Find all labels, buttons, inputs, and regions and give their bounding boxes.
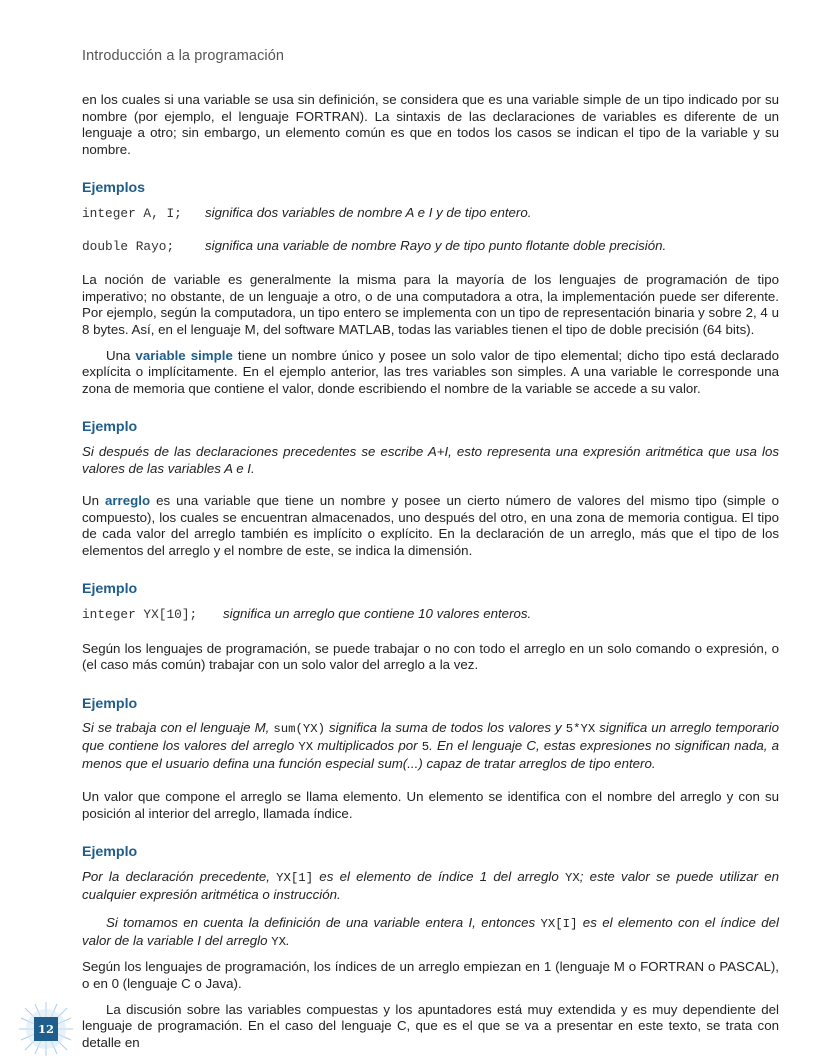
code-description: significa un arreglo que contiene 10 valores enteros.: [223, 606, 532, 622]
example-heading: Ejemplo: [82, 419, 138, 436]
text-run: Por la declaración precedente,: [82, 869, 277, 884]
example-text: [82, 915, 779, 950]
text-run: es una variable que tiene un nombre y posee un cierto número de valores del mismo tipo (simple o compuesto), los cuales se encuentran almacenados, uno después del otro, en una zona de memoria contigua. El tipo de cada valor del arreglo también es implícito o explícito. En la declaración de un arreglo, más que el tipo de los elementos del arreglo y el nombre de este, se indica la dimensión.: [82, 493, 779, 558]
code-example: [82, 238, 779, 256]
text-run: ; este valor se puede utilizar en cualquier expresión aritmética o instrucción.: [82, 869, 779, 902]
paragraph: Según los lenguajes de programación, se puede trabajar o no con todo el arreglo en un solo comando o expresión, o (el caso más común) trabajar con un solo valor del arreglo a la vez.: [82, 640, 779, 673]
paragraph: La discusión sobre las variables compuestas y los apuntadores está muy extendida y es muy dependiente del lenguaje de programación. En el caso del lenguaje C, que es el que se va a presentar en este texto, se trata con detalle en: [82, 1001, 779, 1050]
text-run: Una: [106, 347, 136, 363]
inline-code: 5: [421, 740, 430, 755]
example-text: [82, 720, 779, 772]
example-heading: Ejemplos: [82, 180, 146, 197]
text-run: significa la suma de todos los valores y: [325, 720, 566, 736]
paragraph: La noción de variable es generalmente la misma para la mayoría de los lenguajes de programación de tipo imperativo; no obstante, de un lenguaje a otro, o de una computadora a otra, la implementación puede ser diferente. Por ejemplo, según la computadora, un tipo entero se implementa con un tipo de representación binaria y sobre 2, 4 u 8 bytes. Así, en el lenguaje M, del software MATLAB, todas las variables tienen el tipo de doble precisión (64 bits).: [82, 272, 779, 337]
paragraph: [82, 493, 779, 559]
key-term: variable simple: [135, 347, 233, 363]
example-heading: Ejemplo: [82, 844, 138, 861]
paragraph: Un valor que compone el arreglo se llama elemento. Un elemento se identifica con el nombre del arreglo y con su posición al interior del arreglo, llamada índice.: [82, 789, 779, 821]
text-run: es el elemento con el índice del valor de la variable I del arreglo: [82, 915, 780, 948]
page-number-badge: [17, 1000, 75, 1058]
paragraph: Según los lenguajes de programación, los índices de un arreglo empiezan en 1 (lenguaje M o FORTRAN o PASCAL), o en 0 (lenguaje C o Java).: [82, 959, 779, 991]
text-run: tiene un nombre único y posee un solo valor de tipo elemental; dicho tipo está declarado explícita o implícitamente. En el ejemplo anterior, las tres variables son simples. A una variable le corresponde una zona de memoria que contiene el valor, donde escribiendo el nombre de la variable se accede a su valor.: [82, 347, 779, 396]
text-run: . En el lenguaje C, estas expresiones no significan nada, a menos que el usuario defina una función especial sum(...) capaz de tratar arreglos de tipo entero.: [82, 738, 779, 771]
code-description: significa una variable de nombre Rayo y de tipo punto flotante doble precisión.: [205, 237, 667, 253]
code-snippet: integer A, I;: [82, 205, 182, 221]
page-number: 12: [34, 1017, 58, 1041]
inline-code: YX[I]: [540, 917, 578, 932]
inline-code: YX: [565, 871, 580, 885]
inline-code: 5*YX: [565, 722, 596, 737]
text-run: significa un arreglo temporario que contiene los valores del arreglo: [82, 720, 779, 754]
example-text: Si después de las declaraciones precedentes se escribe A+I, esto representa una expresión aritmética que usa los valores de las variables A e I.: [82, 443, 779, 476]
example-text: [82, 869, 779, 903]
code-snippet: double Rayo;: [82, 238, 175, 254]
inline-code: YX: [298, 740, 314, 755]
text-run: es el elemento de índice 1 del arreglo: [313, 869, 565, 884]
text-run: Si se trabaja con el lenguaje M,: [82, 720, 274, 736]
page-body: [82, 92, 779, 1051]
text-run: .: [285, 932, 290, 948]
text-run: multiplicados por: [313, 738, 422, 754]
example-heading: Ejemplo: [82, 581, 138, 598]
code-description: significa dos variables de nombre A e I y de tipo entero.: [205, 204, 532, 220]
code-example: [82, 205, 779, 223]
key-term: arreglo: [104, 493, 151, 509]
inline-code: sum(YX): [273, 722, 325, 737]
code-snippet: integer YX[10];: [82, 607, 198, 623]
paragraph: en los cuales si una variable se usa sin definición, se considera que es una variable simple de un tipo indicado por su nombre (por ejemplo, el lenguaje FORTRAN). La sintaxis de las declaraciones de variables es diferente de un lenguaje a otro; sin embargo, un elemento común es que en todos los casos se indican el tipo de la variable y su nombre.: [82, 92, 779, 157]
example-heading: Ejemplo: [82, 695, 138, 712]
inline-code: YX: [271, 934, 286, 949]
text-run: Si tomamos en cuenta la definición de una variable entera I, entonces: [106, 915, 541, 931]
paragraph: [82, 348, 779, 398]
running-header: Introducción a la programación: [82, 48, 285, 64]
inline-code: YX[1]: [276, 871, 314, 885]
code-example: [82, 606, 779, 624]
text-run: Un: [82, 493, 105, 509]
